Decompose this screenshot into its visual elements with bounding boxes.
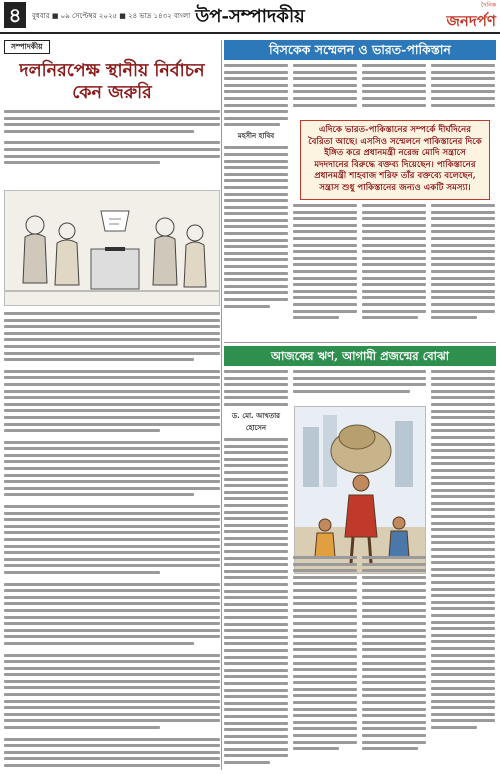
logo-part-a: জন [446, 12, 469, 30]
debt-col-2-bottom [293, 556, 357, 766]
bishkek-col-2-top [293, 64, 357, 118]
bishkek-article [224, 40, 496, 340]
debt-col-1 [224, 370, 288, 766]
logo-wordmark [446, 12, 496, 30]
logo-part-b: দর্পণ [468, 12, 496, 30]
page-number: ৪ [4, 2, 26, 28]
bishkek-col-4-top [431, 64, 495, 118]
bishkek-col-3-bottom [362, 204, 426, 336]
editorial-article [4, 40, 220, 770]
bishkek-col-2-bottom [293, 204, 357, 336]
column-divider [221, 40, 222, 770]
debt-col-2-top [293, 370, 426, 400]
debt-article [224, 346, 496, 770]
article-divider [224, 342, 496, 343]
bishkek-col-1 [224, 64, 288, 336]
newspaper-logo [426, 2, 496, 30]
bishkek-author: মহসীন হাবিব [237, 132, 275, 141]
bishkek-columns [224, 64, 496, 336]
logo-tagline: দৈনিক [480, 2, 496, 9]
election-cartoon-image [4, 190, 220, 306]
pull-quote-text: এদিকে ভারত-পাকিস্তানের সম্পর্কে দীর্ঘদিনের বৈরিতা আছে। এসসিও সম্মেলনে পাকিস্তানের দিকে ইঙ্গিত করে প্রধানমন্ত্রী নরেন্দ্র মোদি সন্ত্রাসে মদদদানের বিরুদ্ধে বক্তব্য দিয়েছেন। পাকিস্তানের প্রধানমন্ত্রী শাহবাজ শরিফ তাঁর বক্তব্যে বলেছেন, সন্ত্রাস শুধু পাকিস্তানের জন্যও একটি সমস্যা। [308, 125, 482, 193]
editorial-label: সম্পাদকীয় [4, 40, 50, 54]
debt-author: ড. মো. আখতার হোসেন [232, 411, 280, 432]
editorial-body-text [4, 312, 220, 770]
dateline: বুধবার ■ ০৯ সেপ্টেম্বর ২০২৫ ■ ২৪ ভাদ্র ১৪৩২ বাংলা [32, 12, 191, 20]
debt-col-3-bottom [362, 556, 426, 766]
masthead [0, 0, 500, 34]
editorial-lead-text [4, 110, 220, 168]
debt-col-4 [431, 370, 495, 766]
debt-burden-illustration [294, 406, 426, 574]
section-title: উপ-সম্পাদকীয় [195, 6, 305, 27]
debt-headline: আজকের ঋণ, আগামী প্রজন্মের বোঝা [224, 346, 496, 366]
debt-columns [224, 370, 496, 766]
bishkek-col-3-top [362, 64, 426, 118]
bishkek-headline: বিসকেক সম্মেলন ও ভারত-পাকিস্তান [224, 40, 496, 60]
bishkek-col-4-bottom [431, 204, 495, 336]
pull-quote [300, 120, 490, 200]
editorial-headline: দলনিরপেক্ষ স্থানীয় নির্বাচন কেন জরুরি [19, 61, 205, 103]
